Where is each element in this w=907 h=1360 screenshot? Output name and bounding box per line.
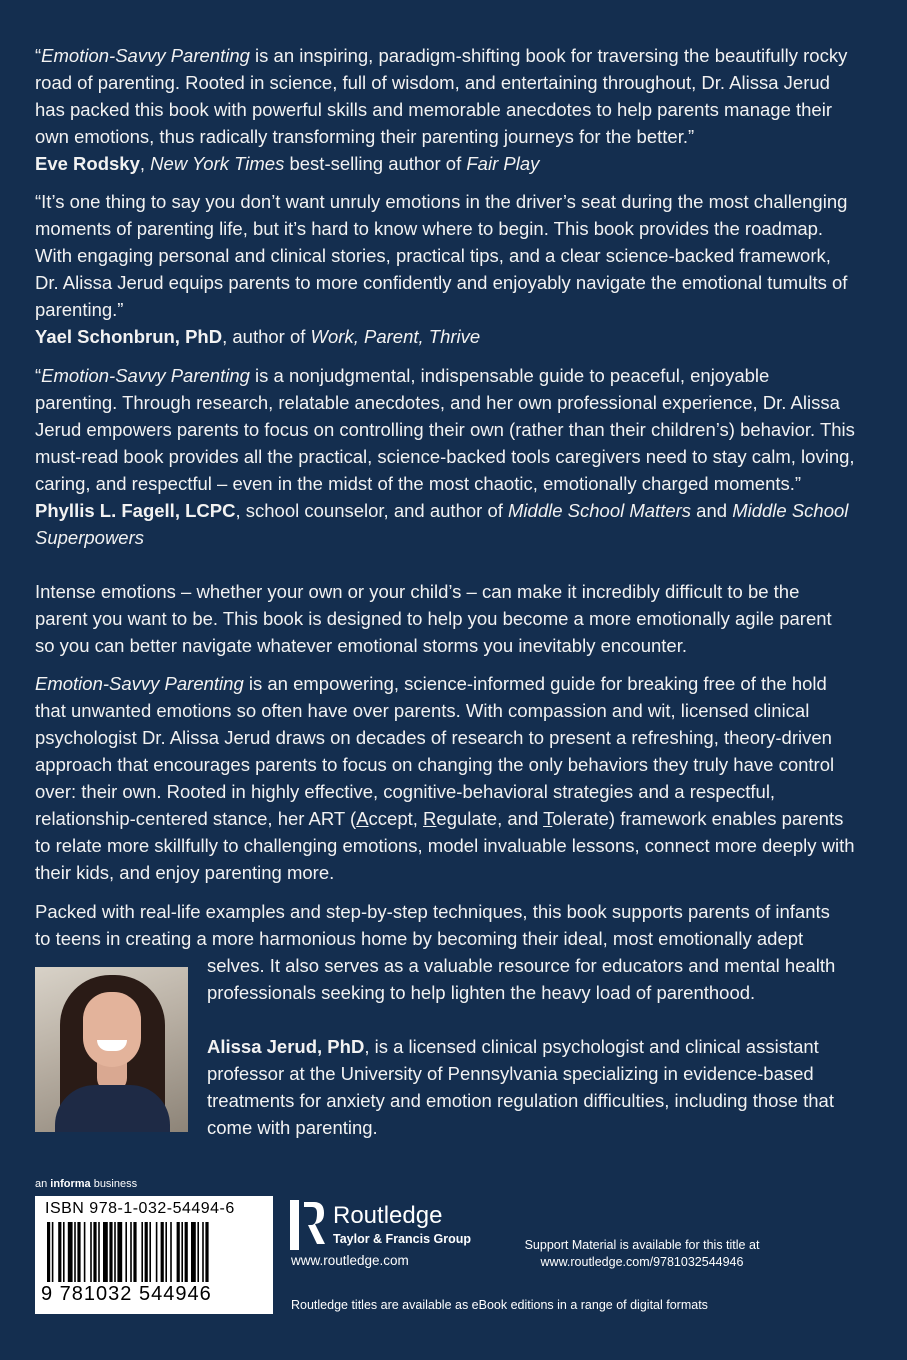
ebook-note: Routledge titles are available as eBook editions in a range of digital formats — [291, 1298, 708, 1312]
isbn-label: ISBN 978-1-032-54494-6 — [45, 1200, 235, 1217]
description-audience-rest: selves. It also serves as a valuable resource for educators and mental health professionals seeking to help lighten the heavy load of parenthood. — [207, 955, 836, 1003]
author-bio-text: , is a licensed clinical psychologist and clinical assistant professor at the University of Pennsylvania specializing in evidence-based treatments for anxiety and emotion regulation difficulties, including those that come with parenting. — [207, 1036, 834, 1138]
description-intro: Intense emotions – whether your own or your child’s – can make it incredibly difficult to be the parent you want to be. This book is designed to help you become a more emotionally agile parent so you can better navigate whatever emotional storms you inevitably encounter. — [35, 581, 832, 656]
support-material-url: www.routledge.com/9781032544946 — [540, 1255, 744, 1269]
endorsement-attribution: Yael Schonbrun, PhD, author of Work, Parent, Thrive — [35, 326, 481, 347]
description-audience-line1: Packed with real-life examples and step-by-step techniques, this book supports parents of infants — [35, 901, 830, 922]
publisher-name: Routledge — [333, 1202, 443, 1229]
author-bio — [207, 1033, 847, 1141]
description-body: Emotion-Savvy Parenting is an empowering, science-informed guide for breaking free of the hold that unwanted emotions so often have over parents. With compassion and wit, licensed clinical psychologist Dr. Alissa Jerud draws on decades of research to present a refreshing, theory-driven approach that encourages parents to focus on changing the only behaviors they truly have control over: their own. Rooted in highly effective, cognitive-behavioral strategies and a respectful, relationship-centered stance, her ART (Accept, Regulate, and Tolerate) framework enables parents to relate more skillfully to challenging emotions, model invaluable lessons, connect more deeply with their kids, and enjoy parenting more. — [35, 673, 855, 883]
endorsement-quote: is a nonjudgmental, indispensable guide to peaceful, enjoyable parenting. Through research, relatable anecdotes, and her own professional experience, Dr. Alissa Jerud empowers parents to focus on controlling their own (rather than their children’s) behavior. This must-read book provides all the practical, science-backed tools caregivers need to stay calm, loving, caring, and respectful – even in the midst of the most chaotic, emotionally charged moments.” — [35, 365, 855, 494]
endorser-name: Yael Schonbrun, PhD — [35, 326, 223, 347]
book-title-ref: Emotion-Savvy Parenting — [35, 673, 244, 694]
endorsement-eve-rodsky — [35, 42, 855, 177]
endorser-name: Phyllis L. Fagell, LCPC — [35, 500, 236, 521]
endorser-name: Eve Rodsky — [35, 153, 140, 174]
isbn-barcode — [35, 1196, 273, 1314]
publisher-url: www.routledge.com — [291, 1253, 409, 1268]
book-title-ref: Emotion-Savvy Parenting — [41, 45, 250, 66]
author-name: Alissa Jerud, PhD — [207, 1036, 365, 1057]
informa-business-label: an informa business — [35, 1178, 138, 1190]
book-title-ref: Emotion-Savvy Parenting — [41, 365, 250, 386]
endorsement-quote: “It’s one thing to say you don’t want unruly emotions in the driver’s seat during the most challenging moments of parenting life, but it’s hard to know where to begin. This book provides the roadmap. With engaging personal and clinical stories, practical tips, and a clear science-backed framework, Dr. Alissa Jerud equips parents to more confidently and enjoyably navigate the emotional tumults of parenting.” — [35, 191, 848, 320]
endorsement-quote: is an inspiring, paradigm-shifting book for traversing the beautifully rocky road of parenting. Rooted in science, full of wisdom, and entertaining throughout, Dr. Alissa Jerud has packed this book with powerful skills and memorable anecdotes to help parents manage their own emotions, thus radically transforming their parenting journeys for the better.” — [35, 45, 848, 147]
routledge-logo-icon — [290, 1200, 326, 1250]
publisher-group: Taylor & Francis Group — [333, 1232, 471, 1246]
barcode-number: 9 781032 544946 — [41, 1283, 212, 1305]
description-audience-line2: to teens in creating a more harmonious home by becoming their ideal, most emotionally adept — [35, 928, 804, 949]
endorsement-yael-schonbrun — [35, 188, 855, 350]
quote-mark: “ — [35, 45, 42, 66]
quote-mark: “ — [35, 365, 42, 386]
support-material-note: Support Material is available for this title at www.routledge.com/9781032544946 — [513, 1237, 771, 1271]
endorsement-attribution: Eve Rodsky, New York Times best-selling author of Fair Play — [35, 153, 540, 174]
endorsement-phyllis-fagell — [35, 362, 855, 551]
author-photo — [35, 967, 188, 1132]
endorsement-attribution: Phyllis L. Fagell, LCPC, school counselor, and author of Middle School Matters and Middle School Superpowers — [35, 500, 849, 548]
barcode-icon — [45, 1222, 267, 1282]
